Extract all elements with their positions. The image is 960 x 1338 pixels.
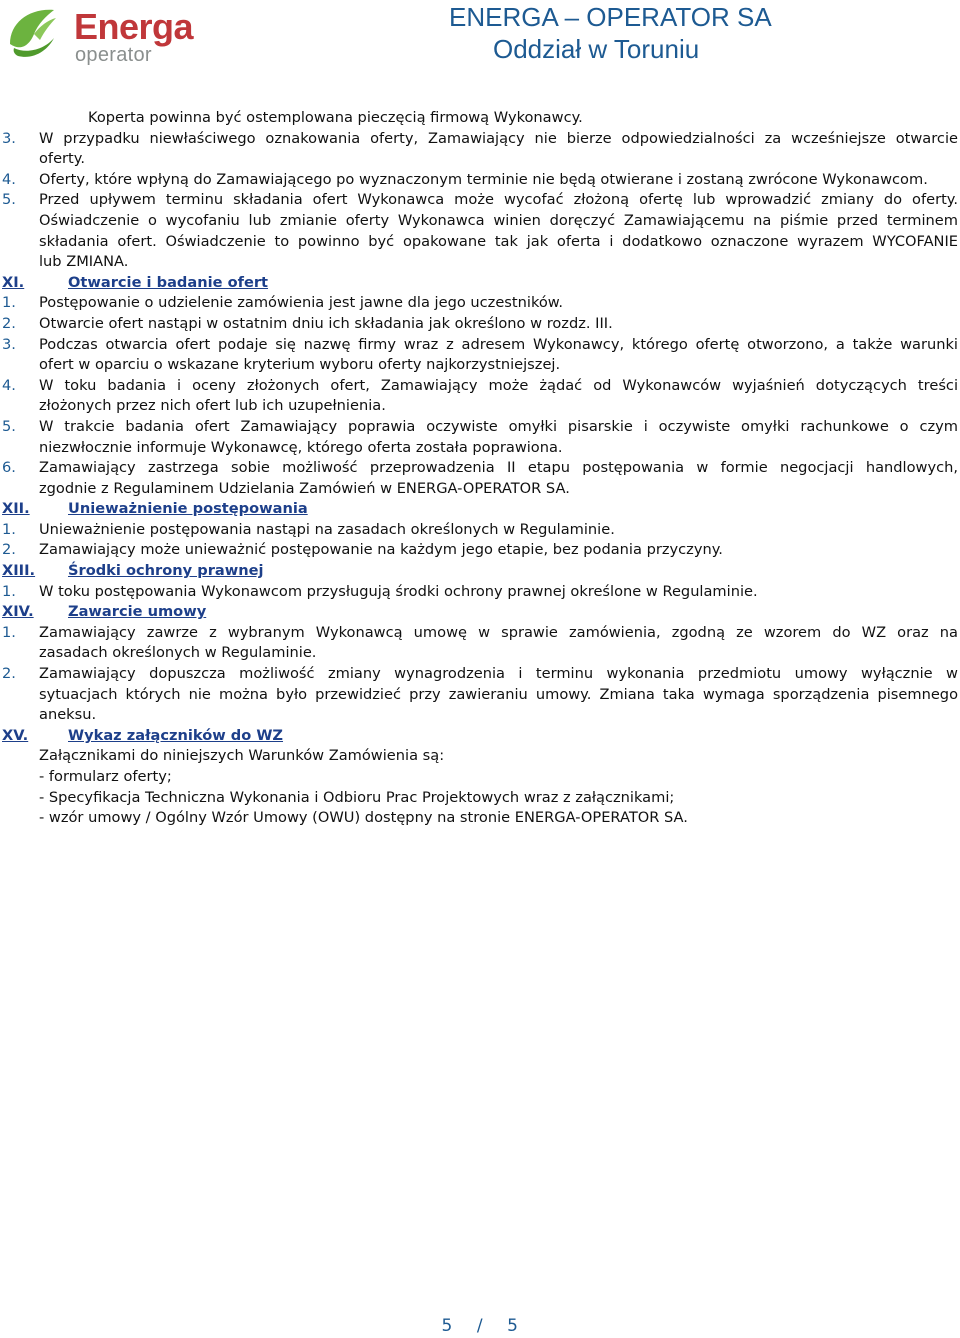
item-line: Otwarcie ofert nastąpi w ostatnim dniu ich składania jak określono w rozdz. III. <box>39 314 613 332</box>
item-continuation: niezwłocznie informuje Wykonawcę, którego oferta została poprawiona. <box>39 438 563 456</box>
top-items <box>0 129 958 273</box>
item-line: Postępowanie o udzielenie zamówienia jest jawne dla jego uczestników. <box>39 294 564 312</box>
section-heading-xiii <box>0 561 958 582</box>
list-item <box>0 314 958 335</box>
page-separator: / <box>476 1316 484 1336</box>
item-number: 1. <box>2 623 16 641</box>
item-continuation: lub ZMIANA. <box>39 253 129 271</box>
attachment-item: - formularz oferty; <box>39 768 172 785</box>
company-name: ENERGA – OPERATOR SA <box>449 2 772 32</box>
item-number: 2. <box>2 541 16 559</box>
item-continuation: ofert w oparciu o wskazane kryterium wyboru oferty najkorzystniejszej. <box>39 356 561 374</box>
list-item <box>0 376 958 397</box>
intro-line: Koperta powinna być ostemplowana pieczęcią firmową Wykonawcy. <box>88 109 583 126</box>
list-item <box>0 458 958 479</box>
item-number: 6. <box>2 459 16 477</box>
section-heading-xii <box>0 499 958 520</box>
item-number: 5. <box>2 417 16 435</box>
section-number: XIII. <box>2 562 36 580</box>
section-title: Wykaz załączników do WZ <box>68 726 284 744</box>
energa-operator-logo <box>4 2 204 70</box>
item-number: 1. <box>2 582 16 600</box>
section-heading-xv <box>0 726 958 747</box>
page-total: 5 <box>507 1316 519 1336</box>
item-line: Zamawiający może unieważnić postępowanie na każdym jego etapie, bez podania przyczyny. <box>39 541 723 559</box>
item-number: 1. <box>2 294 16 312</box>
item-line: W przypadku niewłaściwego oznakowania oferty, Zamawiający nie bierze odpowiedzialności za wcześniejsze otwarcie <box>39 129 958 147</box>
list-item <box>0 540 958 561</box>
section-number: XIV. <box>2 603 34 621</box>
item-continuation: składania ofert. Oświadczenie to powinno być opakowane tak jak oferta i dodatkowo oznaczone wyrazem WYCOFANIE <box>39 232 958 250</box>
list-item <box>0 335 958 356</box>
item-number: 5. <box>2 191 16 209</box>
item-continuation: zgodnie z Regulaminem Udzielania Zamówień w ENERGA-OPERATOR SA. <box>39 479 570 497</box>
item-line: Zamawiający zawrze z wybranym Wykonawcą umowę w sprawie zamówienia, zgodną ze wzorem do WZ oraz na <box>39 623 958 641</box>
item-line: W toku postępowania Wykonawcom przysługują środki ochrony prawnej określone w Regulaminie. <box>39 582 758 600</box>
section-number: XV. <box>2 726 29 744</box>
item-number: 4. <box>2 170 16 188</box>
list-item <box>0 520 958 541</box>
attachment-item: - wzór umowy / Ogólny Wzór Umowy (OWU) dostępny na stronie ENERGA-OPERATOR SA. <box>39 809 688 827</box>
list-item <box>0 293 958 314</box>
logo-wordmark: Energa <box>74 6 194 47</box>
section-title: Zawarcie umowy <box>68 603 207 621</box>
item-line: Przed upływem terminu składania ofert Wykonawca może wycofać złożoną ofertę lub wprowadzić zmiany do oferty. <box>39 191 958 209</box>
section-number: XI. <box>2 273 25 291</box>
item-number: 3. <box>2 335 16 353</box>
section-title: Środki ochrony prawnej <box>68 562 264 580</box>
section-number: XII. <box>2 500 30 518</box>
item-line: Unieważnienie postępowania nastąpi na zasadach określonych w Regulaminie. <box>39 520 615 538</box>
item-number: 2. <box>2 665 16 683</box>
item-continuation: sytuacjach których nie można było przewidzieć przy zawieraniu umowy. Zmiana taka wymaga sporządzenia pisemnego <box>39 685 958 703</box>
branch-name: Oddział w Toruniu <box>493 34 700 64</box>
list-item <box>0 664 958 685</box>
item-number: 2. <box>2 314 16 332</box>
attachments-intro: Załącznikami do niniejszych Warunków Zamówienia są: <box>39 747 445 765</box>
logo-subtitle: operator <box>75 44 152 66</box>
item-line: Zamawiający zastrzega sobie możliwość przeprowadzenia II etapu postępowania w formie negocjacji handlowych, <box>39 459 958 477</box>
attachment-item: - Specyfikacja Techniczna Wykonania i Odbioru Prac Projektowych wraz z załącznikami; <box>39 788 675 806</box>
energa-leaf-icon <box>4 4 68 64</box>
section-heading-xiv <box>0 602 958 623</box>
item-line: W trakcie badania ofert Zamawiający poprawia oczywiste omyłki pisarskie i oczywiste omyłki rachunkowe o czym <box>39 417 958 435</box>
list-item <box>0 190 958 211</box>
page-header <box>0 0 960 80</box>
item-continuation: aneksu. <box>39 706 97 724</box>
item-continuation: Oświadczenie o wycofaniu lub zmianie oferty Wykonawca winien doręczyć Zamawiającemu na piśmie przed terminem <box>39 211 958 229</box>
item-line: Oferty, które wpłyną do Zamawiającego po wyznaczonym terminie nie będą otwierane i zostaną zwrócone Wykonawcom. <box>39 170 928 188</box>
item-number: 4. <box>2 376 16 394</box>
list-item <box>0 417 958 438</box>
item-line: W toku badania i oceny złożonych ofert, Zamawiający może żądać od Wykonawców wyjaśnień dotyczących treści <box>39 376 958 394</box>
item-text <box>39 129 958 150</box>
section-heading-xi <box>0 273 958 294</box>
item-continuation: oferty. <box>39 150 85 168</box>
document-body <box>0 108 958 829</box>
item-continuation: zasadach określonych w Regulaminie. <box>39 644 317 662</box>
section-title: Otwarcie i badanie ofert <box>68 273 269 291</box>
item-line: Zamawiający dopuszcza możliwość zmiany wynagrodzenia i terminu wykonania przedmiotu umowy wyłącznie w <box>39 665 958 683</box>
item-line: Podczas otwarcia ofert podaje się nazwę firmy wraz z adresem Wykonawcy, którego ofertę otworzono, a także warunki <box>39 335 958 353</box>
list-item <box>0 582 958 603</box>
list-item <box>0 129 958 150</box>
section-title: Unieważnienie postępowania <box>68 500 308 518</box>
item-number: 3. <box>2 129 16 147</box>
item-number: 1. <box>2 520 16 538</box>
page-footer <box>0 1316 960 1336</box>
item-continuation: złożonych przez nich ofert lub ich uzupełnienia. <box>39 397 386 415</box>
list-item <box>0 170 958 191</box>
page-number: 5 <box>441 1316 453 1336</box>
list-item <box>0 623 958 644</box>
